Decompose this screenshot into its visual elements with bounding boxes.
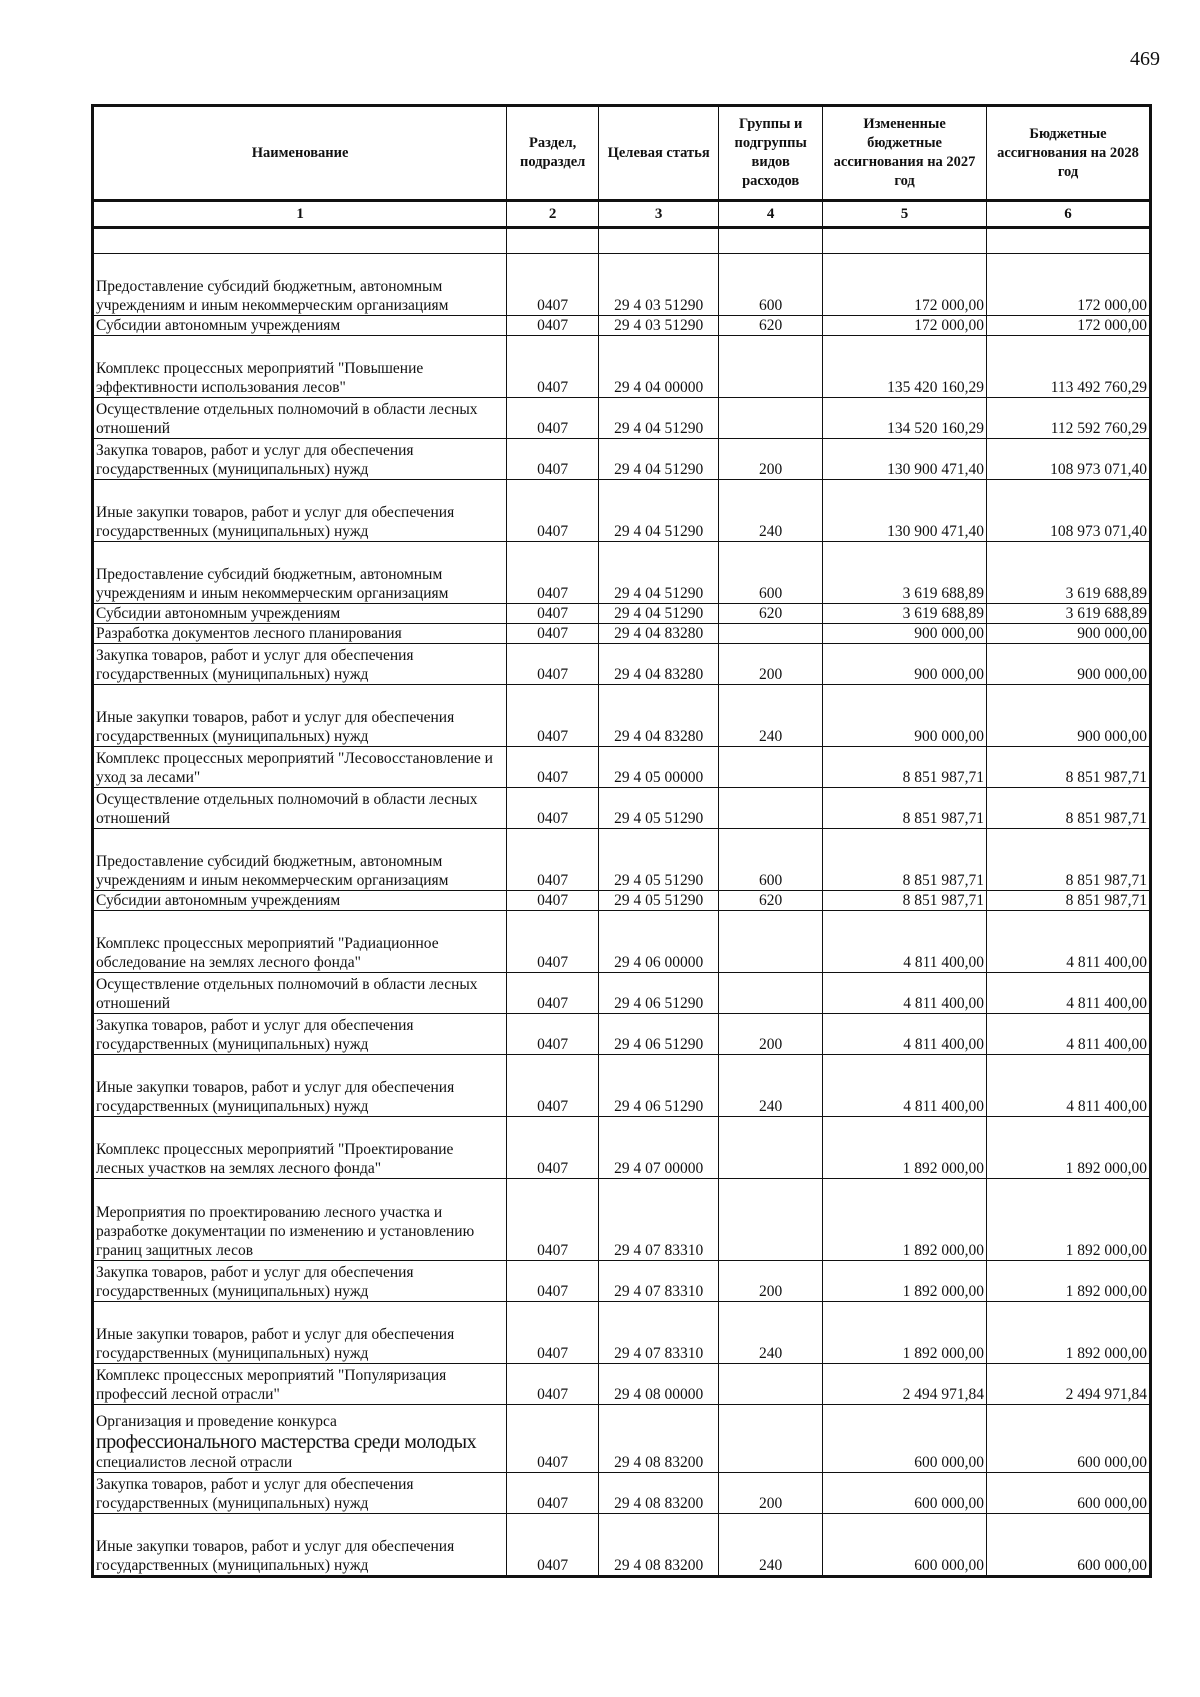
row-section: 0407	[507, 788, 599, 829]
spacer-cell	[987, 228, 1151, 254]
header-group: Группы и подгруппы видов расходов	[719, 106, 823, 201]
row-name: Осуществление отдельных полномочий в области лесных отношений	[93, 788, 507, 829]
table-row	[93, 1055, 1151, 1117]
row-target: 29 4 05 51290	[599, 788, 719, 829]
table-row	[93, 973, 1151, 1014]
header-section: Раздел, подраздел	[507, 106, 599, 201]
row-target: 29 4 04 83280	[599, 624, 719, 644]
row-section: 0407	[507, 439, 599, 480]
table-row	[93, 1514, 1151, 1577]
table-row	[93, 1261, 1151, 1302]
row-amount-2027: 8 851 987,71	[823, 829, 987, 891]
row-target: 29 4 03 51290	[599, 254, 719, 316]
row-name: Иные закупки товаров, работ и услуг для обеспечения государственных (муниципальных) нужд	[93, 1302, 507, 1364]
row-amount-2027: 900 000,00	[823, 644, 987, 685]
row-group	[719, 624, 823, 644]
table-header	[93, 106, 1151, 228]
table-row	[93, 604, 1151, 624]
table-row	[93, 1117, 1151, 1179]
row-group	[719, 911, 823, 973]
column-number: 4	[719, 201, 823, 228]
row-amount-2028: 4 811 400,00	[987, 911, 1151, 973]
row-target: 29 4 03 51290	[599, 316, 719, 336]
column-number: 2	[507, 201, 599, 228]
row-amount-2027: 1 892 000,00	[823, 1179, 987, 1261]
table-row	[93, 1473, 1151, 1514]
row-target: 29 4 06 51290	[599, 1055, 719, 1117]
row-target: 29 4 06 51290	[599, 1014, 719, 1055]
row-name: Комплекс процессных мероприятий "Популяризация профессий лесной отрасли"	[93, 1364, 507, 1405]
row-amount-2028: 108 973 071,40	[987, 439, 1151, 480]
row-name: Комплекс процессных мероприятий "Радиационное обследование на землях лесного фонда"	[93, 911, 507, 973]
table-row	[93, 542, 1151, 604]
row-group	[719, 973, 823, 1014]
row-amount-2028: 113 492 760,29	[987, 336, 1151, 398]
row-amount-2028: 172 000,00	[987, 254, 1151, 316]
row-group	[719, 1364, 823, 1405]
row-section: 0407	[507, 480, 599, 542]
row-name: Разработка документов лесного планирования	[93, 624, 507, 644]
row-section: 0407	[507, 1055, 599, 1117]
row-name: Иные закупки товаров, работ и услуг для обеспечения государственных (муниципальных) нужд	[93, 1055, 507, 1117]
row-group: 200	[719, 1261, 823, 1302]
row-name: Иные закупки товаров, работ и услуг для обеспечения государственных (муниципальных) нужд	[93, 480, 507, 542]
row-amount-2028: 2 494 971,84	[987, 1364, 1151, 1405]
row-section: 0407	[507, 973, 599, 1014]
row-section: 0407	[507, 1261, 599, 1302]
table-row	[93, 1405, 1151, 1473]
spacer-cell	[719, 228, 823, 254]
spacer-cell	[507, 228, 599, 254]
row-name: Комплекс процессных мероприятий "Лесовосстановление и уход за лесами"	[93, 747, 507, 788]
table-body	[93, 228, 1151, 1577]
page-number: 469	[1130, 48, 1160, 70]
table-row	[93, 254, 1151, 316]
row-group: 620	[719, 604, 823, 624]
row-group: 600	[719, 254, 823, 316]
row-group: 600	[719, 829, 823, 891]
table-row	[93, 316, 1151, 336]
row-name: Предоставление субсидий бюджетным, автономным учреждениям и иным некоммерческим организациям	[93, 829, 507, 891]
row-amount-2028: 4 811 400,00	[987, 1014, 1151, 1055]
row-target: 29 4 08 83200	[599, 1405, 719, 1473]
row-amount-2027: 4 811 400,00	[823, 911, 987, 973]
row-group	[719, 1117, 823, 1179]
row-target: 29 4 04 51290	[599, 542, 719, 604]
table-row	[93, 685, 1151, 747]
row-amount-2028: 8 851 987,71	[987, 747, 1151, 788]
row-amount-2027: 600 000,00	[823, 1514, 987, 1577]
row-name	[93, 1405, 507, 1473]
row-group: 240	[719, 1302, 823, 1364]
header-2027: Измененные бюджетные ассигнования на 2027 год	[823, 106, 987, 201]
row-name-line: Организация и проведение конкурса	[96, 1413, 337, 1430]
row-amount-2027: 8 851 987,71	[823, 891, 987, 911]
row-section: 0407	[507, 254, 599, 316]
row-amount-2027: 3 619 688,89	[823, 542, 987, 604]
row-amount-2028: 600 000,00	[987, 1405, 1151, 1473]
row-name: Иные закупки товаров, работ и услуг для обеспечения государственных (муниципальных) нужд	[93, 1514, 507, 1577]
row-group	[719, 1405, 823, 1473]
row-section: 0407	[507, 644, 599, 685]
row-target: 29 4 06 00000	[599, 911, 719, 973]
table-row	[93, 829, 1151, 891]
row-amount-2027: 900 000,00	[823, 685, 987, 747]
row-target: 29 4 04 51290	[599, 480, 719, 542]
row-amount-2027: 600 000,00	[823, 1473, 987, 1514]
row-amount-2027: 8 851 987,71	[823, 788, 987, 829]
row-section: 0407	[507, 316, 599, 336]
row-target: 29 4 04 51290	[599, 398, 719, 439]
row-amount-2027: 135 420 160,29	[823, 336, 987, 398]
row-name: Закупка товаров, работ и услуг для обеспечения государственных (муниципальных) нужд	[93, 644, 507, 685]
row-amount-2028: 3 619 688,89	[987, 542, 1151, 604]
row-section: 0407	[507, 1514, 599, 1577]
row-target: 29 4 05 51290	[599, 829, 719, 891]
row-section: 0407	[507, 1014, 599, 1055]
row-target: 29 4 04 00000	[599, 336, 719, 398]
row-name: Иные закупки товаров, работ и услуг для обеспечения государственных (муниципальных) нужд	[93, 685, 507, 747]
row-amount-2028: 600 000,00	[987, 1473, 1151, 1514]
row-name: Субсидии автономным учреждениям	[93, 891, 507, 911]
row-amount-2028: 108 973 071,40	[987, 480, 1151, 542]
row-name: Осуществление отдельных полномочий в области лесных отношений	[93, 398, 507, 439]
row-group	[719, 398, 823, 439]
table-row	[93, 1364, 1151, 1405]
row-name: Мероприятия по проектированию лесного участка и разработке документации по изменению и установлению границ защитных лесов	[93, 1179, 507, 1261]
row-name: Комплекс процессных мероприятий "Повышение эффективности использования лесов"	[93, 336, 507, 398]
header-name: Наименование	[93, 106, 507, 201]
row-target: 29 4 07 00000	[599, 1117, 719, 1179]
row-group: 200	[719, 439, 823, 480]
row-amount-2028: 900 000,00	[987, 624, 1151, 644]
table-row	[93, 911, 1151, 973]
row-group: 600	[719, 542, 823, 604]
row-group: 200	[719, 644, 823, 685]
row-section: 0407	[507, 1302, 599, 1364]
budget-table	[91, 104, 1152, 1578]
spacer-row	[93, 228, 1151, 254]
row-section: 0407	[507, 542, 599, 604]
row-group	[719, 788, 823, 829]
table-row	[93, 891, 1151, 911]
row-name: Осуществление отдельных полномочий в области лесных отношений	[93, 973, 507, 1014]
spacer-cell	[599, 228, 719, 254]
row-section: 0407	[507, 624, 599, 644]
row-amount-2027: 130 900 471,40	[823, 439, 987, 480]
header-target: Целевая статья	[599, 106, 719, 201]
row-target: 29 4 07 83310	[599, 1261, 719, 1302]
column-number: 6	[987, 201, 1151, 228]
table-row	[93, 788, 1151, 829]
row-group	[719, 1179, 823, 1261]
row-name: Субсидии автономным учреждениям	[93, 604, 507, 624]
row-amount-2028: 1 892 000,00	[987, 1117, 1151, 1179]
row-amount-2028: 900 000,00	[987, 685, 1151, 747]
row-amount-2028: 4 811 400,00	[987, 973, 1151, 1014]
row-amount-2027: 134 520 160,29	[823, 398, 987, 439]
row-group: 200	[719, 1014, 823, 1055]
row-group: 240	[719, 480, 823, 542]
column-number: 1	[93, 201, 507, 228]
row-amount-2027: 1 892 000,00	[823, 1117, 987, 1179]
row-target: 29 4 07 83310	[599, 1302, 719, 1364]
row-amount-2028: 8 851 987,71	[987, 788, 1151, 829]
row-name-line: специалистов лесной отрасли	[96, 1454, 293, 1471]
row-amount-2028: 112 592 760,29	[987, 398, 1151, 439]
table-row	[93, 747, 1151, 788]
row-group: 240	[719, 1514, 823, 1577]
row-target: 29 4 07 83310	[599, 1179, 719, 1261]
row-section: 0407	[507, 604, 599, 624]
row-amount-2028: 600 000,00	[987, 1514, 1151, 1577]
row-section: 0407	[507, 1179, 599, 1261]
row-target: 29 4 04 51290	[599, 604, 719, 624]
table-row	[93, 439, 1151, 480]
row-target: 29 4 05 51290	[599, 891, 719, 911]
table-row	[93, 398, 1151, 439]
row-name-line: профессионального мастерства среди молодых	[96, 1431, 477, 1453]
row-name: Закупка товаров, работ и услуг для обеспечения государственных (муниципальных) нужд	[93, 1473, 507, 1514]
row-name: Закупка товаров, работ и услуг для обеспечения государственных (муниципальных) нужд	[93, 1014, 507, 1055]
row-target: 29 4 04 83280	[599, 685, 719, 747]
row-name: Предоставление субсидий бюджетным, автономным учреждениям и иным некоммерческим организациям	[93, 254, 507, 316]
row-name: Закупка товаров, работ и услуг для обеспечения государственных (муниципальных) нужд	[93, 1261, 507, 1302]
column-number: 5	[823, 201, 987, 228]
row-target: 29 4 04 83280	[599, 644, 719, 685]
row-section: 0407	[507, 1117, 599, 1179]
row-target: 29 4 06 51290	[599, 973, 719, 1014]
row-amount-2027: 3 619 688,89	[823, 604, 987, 624]
row-name: Закупка товаров, работ и услуг для обеспечения государственных (муниципальных) нужд	[93, 439, 507, 480]
row-group: 200	[719, 1473, 823, 1514]
row-amount-2028: 900 000,00	[987, 644, 1151, 685]
row-target: 29 4 04 51290	[599, 439, 719, 480]
row-target: 29 4 08 83200	[599, 1514, 719, 1577]
row-group	[719, 336, 823, 398]
row-amount-2028: 1 892 000,00	[987, 1261, 1151, 1302]
row-section: 0407	[507, 911, 599, 973]
row-amount-2027: 600 000,00	[823, 1405, 987, 1473]
row-target: 29 4 08 83200	[599, 1473, 719, 1514]
table-row	[93, 1302, 1151, 1364]
row-name: Предоставление субсидий бюджетным, автономным учреждениям и иным некоммерческим организациям	[93, 542, 507, 604]
row-amount-2028: 1 892 000,00	[987, 1179, 1151, 1261]
row-amount-2027: 900 000,00	[823, 624, 987, 644]
row-amount-2027: 130 900 471,40	[823, 480, 987, 542]
row-amount-2027: 4 811 400,00	[823, 973, 987, 1014]
row-section: 0407	[507, 891, 599, 911]
header-row	[93, 106, 1151, 201]
table-row	[93, 480, 1151, 542]
row-name: Комплекс процессных мероприятий "Проектирование лесных участков на землях лесного фонда"	[93, 1117, 507, 1179]
column-number-row	[93, 201, 1151, 228]
header-2028: Бюджетные ассигнования на 2028 год	[987, 106, 1151, 201]
row-amount-2027: 4 811 400,00	[823, 1014, 987, 1055]
table-row	[93, 644, 1151, 685]
row-amount-2027: 1 892 000,00	[823, 1261, 987, 1302]
row-section: 0407	[507, 747, 599, 788]
row-group	[719, 747, 823, 788]
row-group: 240	[719, 685, 823, 747]
row-target: 29 4 05 00000	[599, 747, 719, 788]
table-row	[93, 624, 1151, 644]
row-group: 620	[719, 316, 823, 336]
row-amount-2027: 172 000,00	[823, 254, 987, 316]
row-amount-2028: 3 619 688,89	[987, 604, 1151, 624]
column-number: 3	[599, 201, 719, 228]
row-amount-2028: 1 892 000,00	[987, 1302, 1151, 1364]
table-row	[93, 1014, 1151, 1055]
row-amount-2028: 172 000,00	[987, 316, 1151, 336]
row-amount-2028: 4 811 400,00	[987, 1055, 1151, 1117]
row-section: 0407	[507, 336, 599, 398]
row-group: 240	[719, 1055, 823, 1117]
row-amount-2027: 4 811 400,00	[823, 1055, 987, 1117]
row-section: 0407	[507, 398, 599, 439]
row-name: Субсидии автономным учреждениям	[93, 316, 507, 336]
row-section: 0407	[507, 1405, 599, 1473]
row-amount-2027: 2 494 971,84	[823, 1364, 987, 1405]
table-row	[93, 336, 1151, 398]
spacer-cell	[823, 228, 987, 254]
row-section: 0407	[507, 685, 599, 747]
row-amount-2027: 172 000,00	[823, 316, 987, 336]
table-row	[93, 1179, 1151, 1261]
row-target: 29 4 08 00000	[599, 1364, 719, 1405]
row-amount-2028: 8 851 987,71	[987, 891, 1151, 911]
row-group: 620	[719, 891, 823, 911]
row-amount-2027: 1 892 000,00	[823, 1302, 987, 1364]
spacer-cell	[93, 228, 507, 254]
row-amount-2027: 8 851 987,71	[823, 747, 987, 788]
row-section: 0407	[507, 1364, 599, 1405]
row-section: 0407	[507, 1473, 599, 1514]
row-amount-2028: 8 851 987,71	[987, 829, 1151, 891]
row-section: 0407	[507, 829, 599, 891]
